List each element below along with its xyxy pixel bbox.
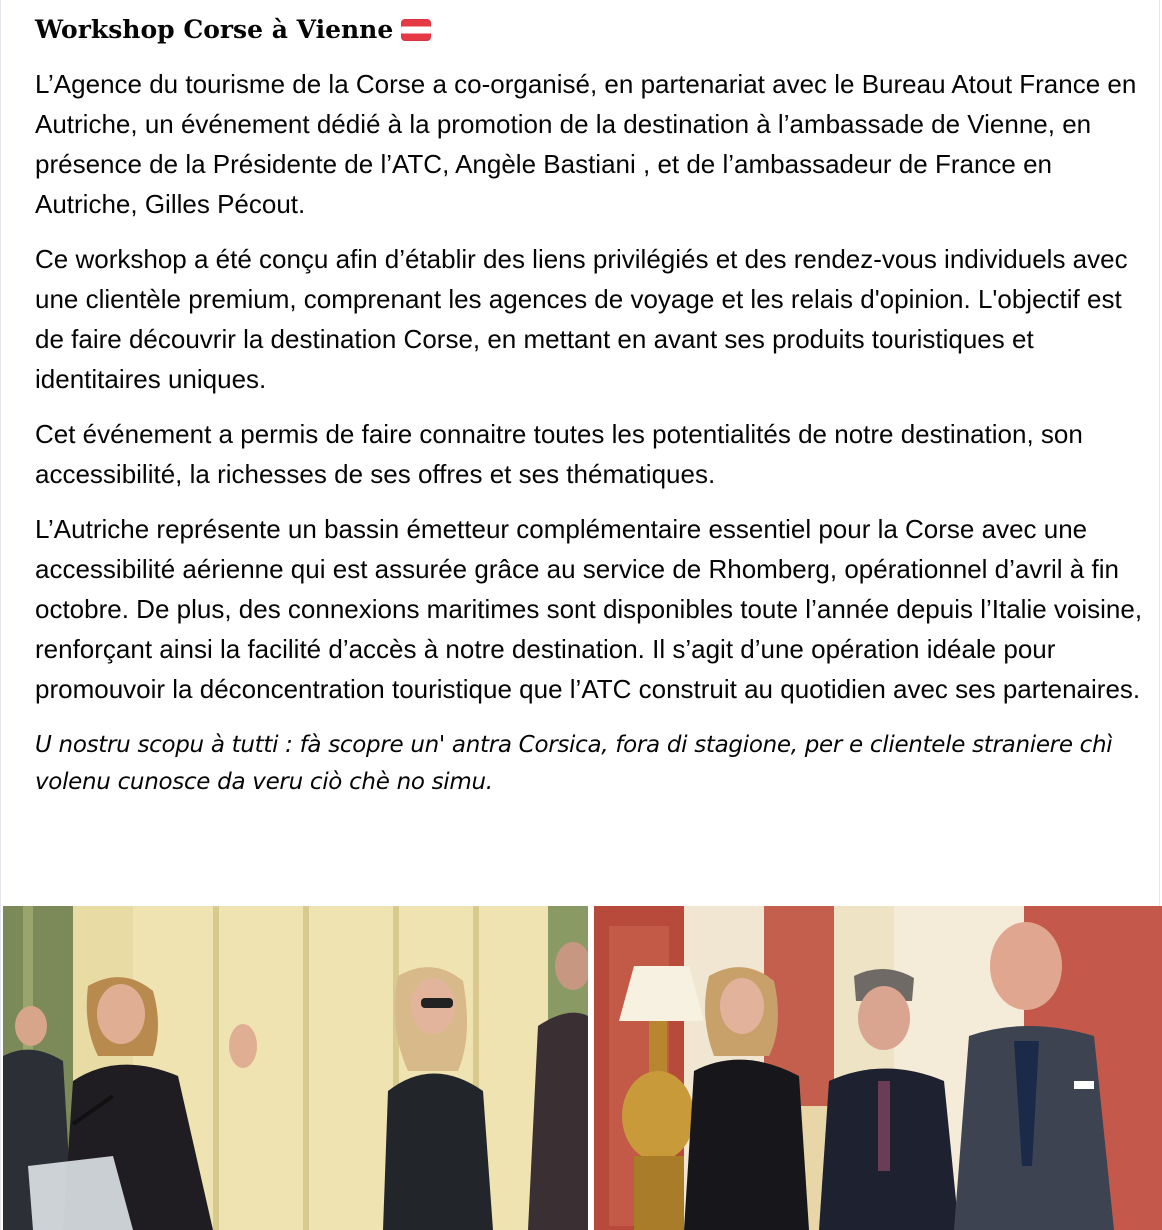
post-title: Workshop Corse à Vienne	[35, 15, 394, 44]
event-photo-group-image	[594, 906, 1162, 1230]
event-photo-group[interactable]	[594, 906, 1162, 1230]
post-paragraph-3: Cet événement a permis de faire connaitre toutes les potentialités de notre destination, son accessibilité, la richesses de ses offres et ses thématiques.	[35, 419, 1083, 489]
event-photo-speech[interactable]	[3, 906, 588, 1230]
event-photo-speech-image	[3, 906, 588, 1230]
corsican-quote: U nostru scopu à tutti : fà scopre un' antra Corsica, fora di stagione, per e clientele straniere chì volenu cunosce da veru ciò chè no simu.	[35, 732, 1113, 795]
post-paragraph-4: L’Autriche représente un bassin émetteur complémentaire essentiel pour la Corse avec une accessibilité aérienne qui est assurée grâce au service de Rhomberg, opérationnel d’avril à fin octobre. De plus, des connexions maritimes sont disponibles toute l’année depuis l’Italie voisine, renforçant ainsi la facilité d’accès à notre destination. Il s’agit d’une opération idéale pour promouvoir la déconcentration touristique que l’ATC construit au quotidien avec ses partenaires.	[35, 514, 1143, 704]
post-paragraph-1: L’Agence du tourisme de la Corse a co-organisé, en partenariat avec le Bureau Atout France en Autriche, un événement dédié à la promotion de la destination à l’ambassade de Vienne, en présence de la Présidente de l’ATC, Angèle Bastiani , et de l’ambassadeur de France en Autriche, Gilles Pécout.	[35, 69, 1137, 219]
post-title-line	[35, 14, 431, 46]
post-paragraph-2: Ce workshop a été conçu afin d’établir des liens privilégiés et des rendez-vous individuels avec une clientèle premium, comprenant les agences de voyage et les relais d'opinion. L'objectif est de faire découvrir la destination Corse, en mettant en avant ses produits touristiques et identitaires uniques.	[35, 244, 1128, 394]
austria-flag-icon	[401, 19, 431, 41]
post-body	[35, 64, 1147, 816]
